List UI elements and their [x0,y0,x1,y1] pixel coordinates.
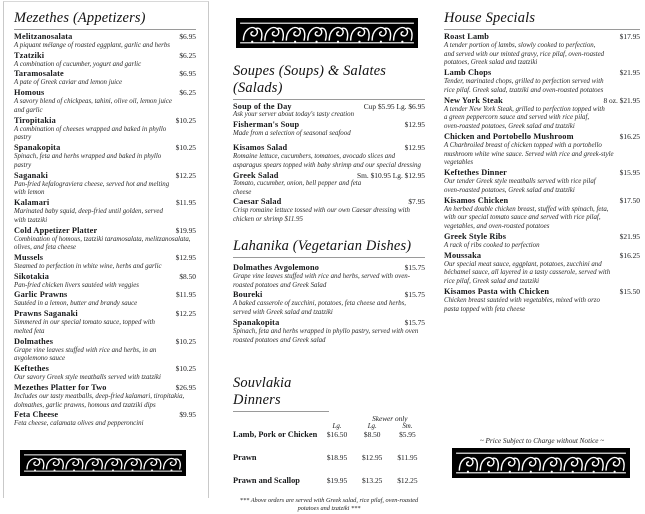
souvlakia-price: $13.25 [362,475,383,485]
menu-item [233,290,425,317]
menu-item-price: $12.25 [175,309,196,319]
menu-item-description: A combination of cheeses wrapped and baked in phyllo pastry [14,125,167,142]
menu-item-price: $12.95 [175,253,196,263]
menu-item-description: Our tender Greek style meatballs served with rice pilaf oven-roasted potatoes, Greek salad and tzatziki [444,178,596,194]
menu-item [444,251,640,287]
souvlakia-item-name: Prawn and Scallop [233,475,300,485]
menu-item-name: Keftethes Dinner [444,168,507,178]
menu-item-description: Pan-fried chicken livers sautéed with veggies [14,281,139,289]
menu-item-name: Kisamos Salad [233,143,288,153]
menu-item [233,197,425,224]
menu-item-description: Our special meat sauce, eggplant, potatoes, zucchini and béchamel sauce, all layered in a tasty casserole, served with rice pilaf, Greek salad and tzatziki [444,260,611,286]
menu-item-price: $15.75 [404,290,425,300]
menu-item-description: Grape vine leaves stuffed with rice and herbs, served with oven-roasted potatoes and Greek Salad [233,272,411,289]
menu-item-name: Caesar Salad [233,197,282,207]
menu-item-price: $15.75 [404,317,425,327]
menu-item-price: $7.95 [408,197,425,207]
menu-item-price: $16.25 [619,131,640,141]
souvlakia-item-name: Prawn [233,452,257,462]
menu-item [14,290,196,309]
menu-item-description: A savory blend of chickpeas, tahini, olive oil, lemon juice and garlic [14,98,172,114]
menu-item-price: $15.75 [404,262,425,272]
menu-item [14,198,196,225]
menu-item-name: Mussels [14,253,44,263]
menu-item-price: $12.95 [404,143,425,153]
section-heading-soups-salads: Soupes (Soups) & Salates (Salads) [233,63,425,100]
menu-item [14,410,196,429]
menu-item [444,32,640,68]
section-heading-souvlakia: Souvlakia Dinners [233,375,329,412]
menu-item-name: Roast Lamb [444,31,490,41]
menu-item-name: Feta Cheese [14,410,59,420]
menu-item-name: Dolmathes Avgolemono [233,262,320,272]
menu-item-description: A piquant mélange of roasted eggplant, garlic and herbs [14,41,170,49]
greek-scroll-border-icon [236,18,418,48]
column-house-specials [444,10,640,314]
souvlakia-price: $19.95 [326,475,348,485]
menu-item-description: Tender, marinated chops, grilled to perfection served with rice pilaf. Greek salad, tzatziki and oven-roasted potatoes [444,78,604,94]
menu-item-price: $6.95 [179,69,196,79]
menu-item-name: Kalamari [14,198,50,208]
table-row [233,453,425,463]
menu-item-description: Made from a selection of seasonal seafood [233,129,351,137]
column-header-lg: Lg. [332,422,342,430]
menu-item-price: $15.50 [619,286,640,296]
menu-item-description: Spinach, feta and herbs wrapped in phyllo pastry, served with oven roasted potatoes and Greek salad [233,327,419,344]
menu-item-name: Tzatziki [14,50,45,60]
menu-item [14,171,196,198]
menu-item-description: Includes our tasty meatballs, deep-fried kalamari, tiropitakia, dolmathes, garlic prawns, homous and tzatziki dips [14,392,185,409]
menu-item-price: $12.25 [175,170,196,180]
menu-item-name: Sikotakia [14,271,50,281]
menu-item-description: A baked casserole of zucchini, potatoes, feta cheese and herbs, served with Greek salad and tzatziki [233,300,406,317]
menu-item-price: $11.95 [175,290,196,300]
menu-item-price: $6.95 [179,31,196,41]
menu-item [14,253,196,272]
menu-item-name: Garlic Prawns [14,290,68,300]
menu-item [233,318,425,345]
menu-item [444,232,640,251]
menu-item [14,272,196,291]
menu-item-price: $21.95 [619,231,640,241]
menu-item-price: $12.95 [404,119,425,129]
menu-item-description: Marinated baby squid, deep-fried until golden, served with tzatziki [14,208,163,224]
menu-item-price: $15.95 [619,168,640,178]
menu-item-name: Greek Salad [233,170,279,180]
menu-item [233,171,425,198]
menu-item [444,132,640,168]
menu-item-price: Sm. $10.95 Lg. $12.95 [357,170,425,180]
menu-item [444,96,640,132]
menu-item-description: Combination of homous, tzatziki taramosalata, melitzanosalata, olives, and feta cheese [14,235,191,252]
menu-item-name: Tiropitakia [14,115,56,125]
menu-item-description: Feta cheese, calamata olives and pepperoncini [14,420,144,428]
menu-item-price: $21.95 [619,68,640,78]
menu-item-name: Chicken and Portobello Mushroom [444,131,574,141]
menu-item-description: Sautéed in a lemon, butter and brandy sauce [14,300,138,308]
souvlakia-price: $16.50 [326,429,348,439]
table-row [233,430,425,440]
menu-item-name: Mezethes Platter for Two [14,382,107,392]
table-subheader-row [233,423,425,430]
souvlakia-price: $5.95 [399,429,416,439]
menu-item [14,337,196,364]
menu-item-description: Tomato, cucumber, onion, bell pepper and feta cheese [233,179,362,196]
column-souvlakia [233,375,425,514]
menu-item-name: Fisherman's Soup [233,119,300,129]
menu-item [14,32,196,51]
menu-item-name: Saganaki [14,170,48,180]
menu-item-price: Cup $5.95 Lg. $6.95 [363,101,425,111]
menu-item-name: Kisamos Pasta with Chicken [444,286,550,296]
section-heading-house-specials: House Specials [444,10,640,30]
section-heading-appetizers: Mezethes (Appetizers) [14,10,196,30]
menu-item-price: $17.50 [619,195,640,205]
souvlakia-price: $12.25 [397,475,418,485]
menu-item-price: $19.95 [175,225,196,235]
menu-item-name: Boureki [233,290,263,300]
menu-item-name: Lamb Chops [444,68,492,78]
menu-item [444,68,640,95]
souvlakia-item-name: Lamb, Pork or Chicken [233,429,318,439]
menu-item-price: $10.25 [175,336,196,346]
menu-item-name: Homous [14,88,45,98]
greek-scroll-border-icon [20,450,186,476]
menu-item-description: Spinach, feta and herbs wrapped and baked in phyllo pastry [14,153,162,169]
menu-item-description: An herbed double chicken breast, stuffed with spinach, feta, with our special tomato sauce and served with rice pilaf, vegetables, and oven-roasted potatoes [444,205,609,231]
menu-item-price: $16.25 [619,250,640,260]
menu-item-name: Kisamos Chicken [444,195,509,205]
souvlakia-table [233,414,425,485]
menu-item [14,69,196,88]
menu-item-price: $11.95 [175,198,196,208]
souvlakia-footnote: *** Above orders are served with Greek salad, rice pilaf, oven-roasted potatoes and tzatziki *** [239,497,419,513]
menu-item [233,263,425,290]
menu-item-description: Ask your server about today's tasty creation [233,110,355,118]
menu-item-name: Taramosalate [14,69,64,79]
menu-item-description: Steamed to perfection in white wine, herbs and garlic [14,263,162,270]
table-spacer-row [233,463,425,476]
menu-item-name: Keftethes [14,364,49,374]
menu-item [233,102,425,120]
menu-item-description: Pan-fried kefalograviera cheese, served hot and melting with lemon [14,180,170,197]
menu-item [233,120,425,139]
table-header-row [233,414,425,423]
menu-item [444,196,640,232]
souvlakia-price: $18.95 [326,452,348,462]
menu-item-name: Soup of the Day [233,101,292,111]
menu-item [233,143,425,170]
column-header-lg-skewer: Lg. [367,422,377,430]
price-notice-wrapper [444,430,640,448]
menu-item [14,116,196,143]
souvlakia-price: $12.95 [362,452,383,462]
menu-item [14,309,196,336]
souvlakia-price: $8.50 [363,429,381,439]
menu-item [444,287,640,314]
souvlakia-price: $11.95 [397,452,418,462]
menu-item [444,168,640,195]
menu-item-price: $8.50 [179,271,196,281]
skewer-only-header: Skewer only [372,413,408,423]
menu-item-description: Our savory Greek style meatballs served with tzatziki [14,374,161,382]
column-appetizers [14,10,196,429]
greek-scroll-border-icon [452,448,630,478]
menu-item-price: $6.25 [179,50,196,60]
menu-item [14,88,196,115]
section-heading-vegetarian: Lahanika (Vegetarian Dishes) [233,238,425,258]
menu-item-description: Simmered in our special tomato sauce, topped with melted feta [14,319,155,335]
menu-item [14,143,196,170]
menu-item-description: A combination of cucumber, yogurt and garlic [14,60,142,68]
menu-item-name: Spanakopita [14,143,61,153]
menu-item-description: A rack of ribs cooked to perfection [444,241,540,249]
menu-item-price: $10.25 [175,364,196,374]
menu-item-name: Spanakopita [233,317,280,327]
menu-item-name: Dolmathes [14,336,54,346]
menu-item-description: Crisp romaine lettuce tossed with our own Caesar dressing with chicken or shrimp $11.95 [233,207,410,224]
menu-item-price: $9.95 [179,410,196,420]
column-header-sm-skewer: Sm. [402,422,413,430]
menu-item-name: New York Steak [444,95,503,105]
menu-item-description: Chicken breast sautéed with vegetables, mixed with orzo pasta topped with feta cheese [444,296,600,313]
menu-item-price: $10.25 [175,143,196,153]
menu-item [14,226,196,253]
menu-item-description: A tender New York Steak, grilled to perfection topped with a green peppercorn sauce and served with rice pilaf, oven-roasted potatoes, Greek salad and tzatziki [444,105,605,131]
menu-item-price: 8 oz. $21.95 [603,95,640,105]
menu-item-price: $17.95 [619,31,640,41]
menu-item-description: A tender portion of lambs, slowly cooked to perfection, and served with our minted gravy, rice pilaf, oven-roasted potatoes, Greek salad and tzatziki [444,41,605,67]
column-soups-salads [233,63,425,225]
menu-item-name: Moussaka [444,250,482,260]
menu-item-description: Grape vine leaves stuffed with rice and herbs, in an avgolemono sauce [14,346,157,363]
menu-item [14,51,196,70]
menu-item-description: A Charbroiled breast of chicken topped with a portobello mushroom white wine sauce. Served with rice and greek-style vegetables [444,141,614,167]
menu-item-price: $10.25 [175,115,196,125]
menu-item [14,383,196,410]
menu-item-name: Cold Appetizer Platter [14,225,98,235]
menu-item-name: Greek Style Ribs [444,231,507,241]
menu-item-name: Melitzanosalata [14,31,73,41]
table-row [233,476,425,486]
table-spacer-row [233,440,425,453]
menu-item-name: Prawns Saganaki [14,309,78,319]
column-vegetarian [233,238,425,345]
menu-item [14,364,196,383]
menu-item-description: A pate of Greek caviar and lemon juice [14,79,123,87]
menu-item-price: $6.25 [179,88,196,98]
menu-item-description: Romaine lettuce, cucumbers, tomatoes, avocado slices and asparagus spears topped with baby shrimp and our special dressing [233,153,421,170]
menu-item-price: $26.95 [175,382,196,392]
price-change-notice: ~ Price Subject to Charge without Notice ~ [479,437,605,445]
